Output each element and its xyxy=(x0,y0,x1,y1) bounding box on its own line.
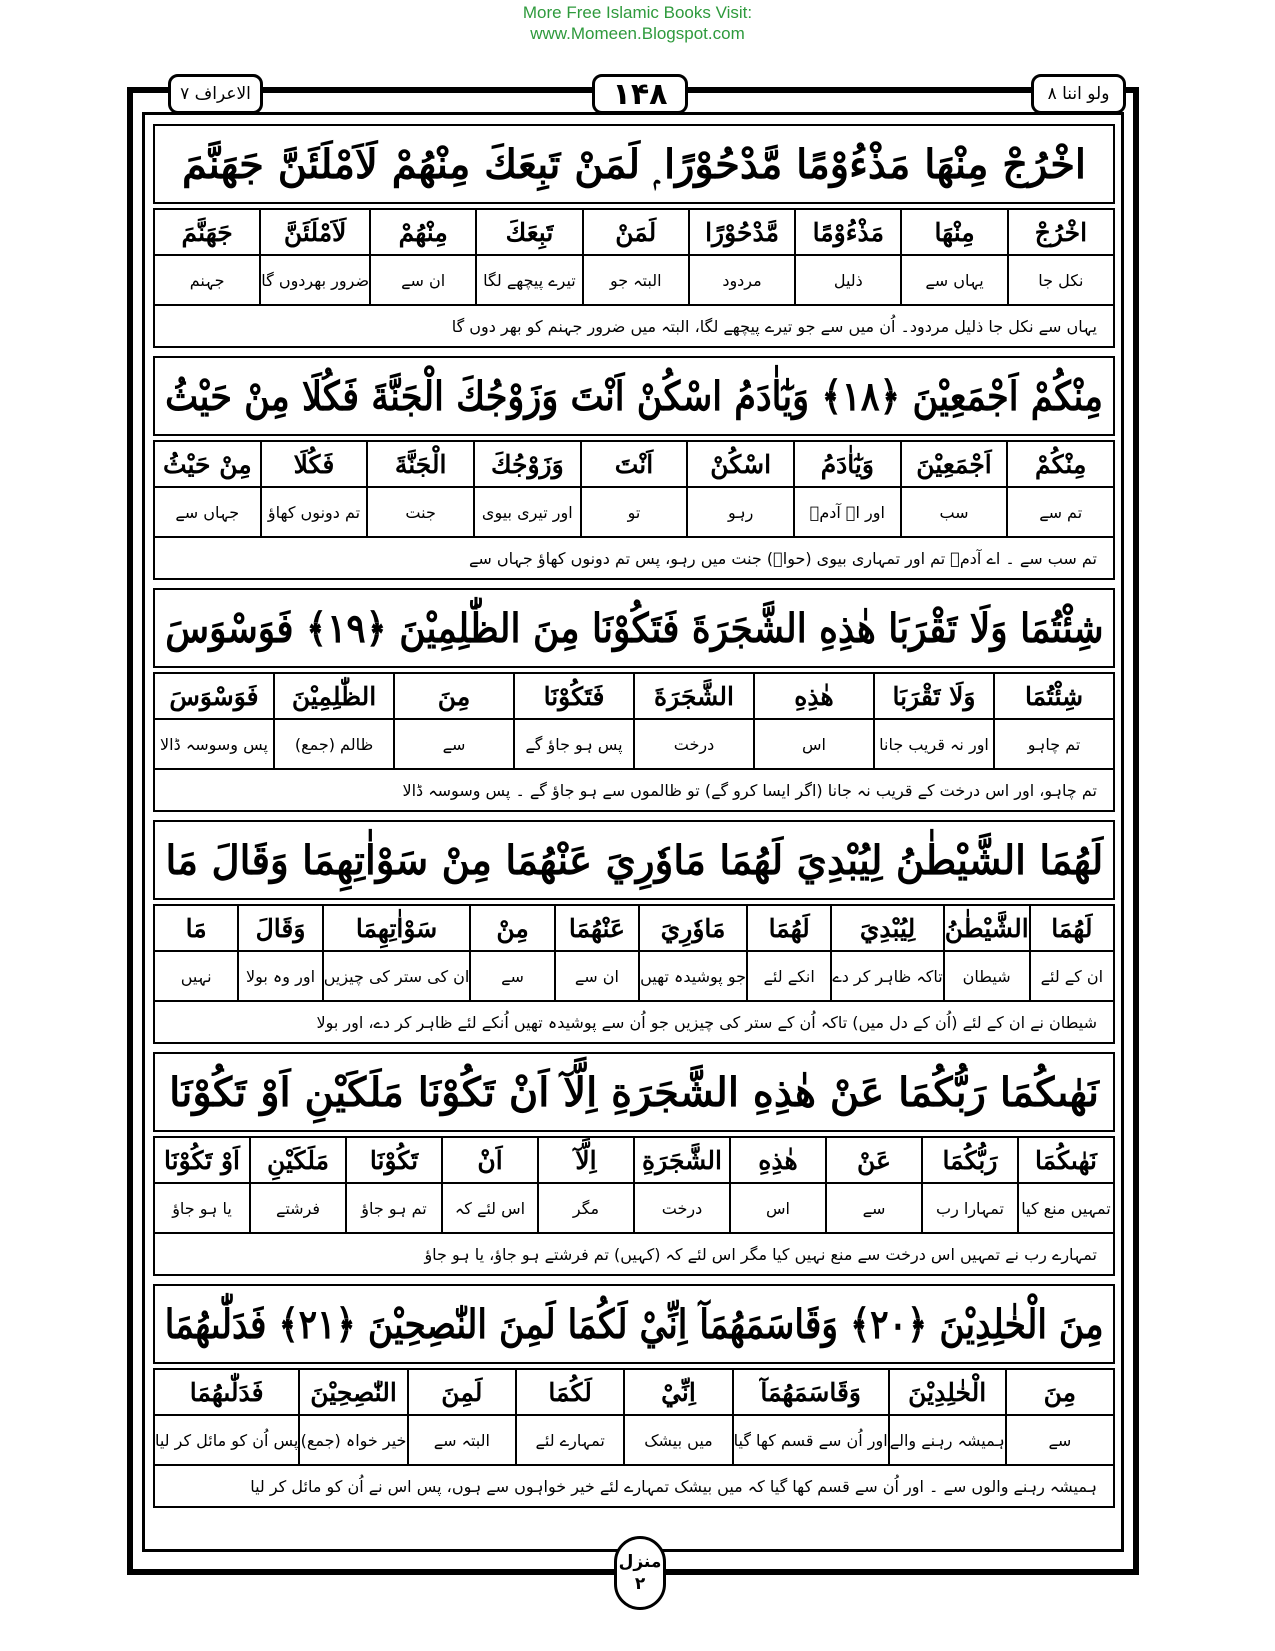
arabic-word: وَقَاسَمَهُمَآ xyxy=(734,1370,888,1416)
word-column xyxy=(441,1138,537,1232)
urdu-meaning: تم دونوں کھاؤ xyxy=(267,502,361,522)
word-column xyxy=(582,210,688,304)
promo-line-1: More Free Islamic Books Visit: xyxy=(522,3,753,22)
arabic-word: لِيُبْدِيَ xyxy=(832,906,942,952)
arabic-verse-text: اخْرُجْ مِنْهَا مَذْءُوْمًا مَّدْحُوْرًا ۭ لَمَنْ تَبِعَكَ مِنْهُمْ لَاَمْلَئَنَّ جَهَنَّمَ xyxy=(181,140,1087,188)
word-grid xyxy=(153,1136,1115,1234)
urdu-translation: تم سب سے ۔ اے آدمؑ تم اور تمہاری بیوی (حواؑ) جنت میں رہو، پس تم دونوں کھاؤ جہاں سے xyxy=(153,538,1115,580)
arabic-word: فَدَلّٰىهُمَا xyxy=(155,1370,298,1416)
word-column xyxy=(623,1370,731,1464)
urdu-meaning: فرشتے xyxy=(275,1198,321,1218)
word-column xyxy=(943,906,1029,1000)
urdu-meaning: اس xyxy=(766,1198,790,1218)
arabic-word: لَكُمَا xyxy=(517,1370,623,1416)
arabic-word: وَقَالَ xyxy=(239,906,321,952)
word-column xyxy=(249,1138,345,1232)
urdu-meaning: خیر خواہ (جمع) xyxy=(300,1430,407,1450)
arabic-word: اِنِّيْ xyxy=(625,1370,731,1416)
arabic-word: فَكُلَا xyxy=(262,442,367,488)
word-column xyxy=(873,674,993,768)
word-column xyxy=(473,442,580,536)
arabic-verse-line xyxy=(153,1284,1115,1364)
arabic-word: رَبُّكُمَا xyxy=(923,1138,1017,1184)
word-column xyxy=(155,906,237,1000)
urdu-meaning: ان سے xyxy=(574,966,619,986)
arabic-word: مَّدْحُوْرًا xyxy=(690,210,794,256)
arabic-word: نَهٰىكُمَا xyxy=(1019,1138,1113,1184)
urdu-meaning: تم چاہو xyxy=(1027,734,1081,754)
word-column xyxy=(580,442,687,536)
arabic-word: اسْكُنْ xyxy=(688,442,793,488)
urdu-meaning: ان کی ستر کی چیزیں xyxy=(323,966,470,986)
urdu-meaning: پس وسوسہ ڈالا xyxy=(160,734,268,754)
arabic-word: اَنْتَ xyxy=(582,442,687,488)
urdu-meaning: تو xyxy=(627,502,641,522)
urdu-meaning: مگر xyxy=(572,1198,600,1218)
urdu-meaning: ظالم (جمع) xyxy=(294,734,374,754)
word-column xyxy=(322,906,470,1000)
arabic-word: مِنْكُمْ xyxy=(1008,442,1113,488)
arabic-word: شِئْتُمَا xyxy=(995,674,1113,720)
word-column xyxy=(753,674,873,768)
para-name-tab: ولو اننا ٨ xyxy=(1031,74,1126,114)
word-column xyxy=(888,1370,1005,1464)
word-column xyxy=(515,1370,623,1464)
urdu-meaning: اور وہ بولا xyxy=(246,966,316,986)
arabic-verse-text: مِنَ الْخٰلِدِيْنَ ﴿٢٠﴾ وَقَاسَمَهُمَآ اِنِّيْ لَكُمَا لَمِنَ النّٰصِحِيْنَ ﴿٢١﴾ فَدَلّٰىهُمَا xyxy=(164,1300,1104,1348)
urdu-meaning: سے xyxy=(442,734,466,754)
word-column xyxy=(1007,210,1113,304)
urdu-meaning: البتہ سے xyxy=(433,1430,490,1450)
urdu-meaning: تم سے xyxy=(1039,502,1083,522)
word-grid xyxy=(153,1368,1115,1466)
arabic-word: فَوَسْوَسَ xyxy=(155,674,273,720)
word-column xyxy=(1017,1138,1113,1232)
word-column xyxy=(686,442,793,536)
urdu-meaning: تم ہو جاؤ xyxy=(361,1198,427,1218)
word-column xyxy=(746,906,830,1000)
arabic-word: جَهَنَّمَ xyxy=(155,210,259,256)
urdu-meaning: اس xyxy=(802,734,826,754)
urdu-meaning: رہو xyxy=(727,502,754,522)
promo-link[interactable]: www.Momeen.Blogspot.com xyxy=(530,24,745,43)
arabic-verse-line xyxy=(153,820,1115,900)
word-column xyxy=(475,210,581,304)
arabic-word: الظّٰلِمِيْنَ xyxy=(275,674,393,720)
word-column xyxy=(633,674,753,768)
urdu-meaning: جہاں سے xyxy=(175,502,240,522)
arabic-word: مَاوٗرِيَ xyxy=(640,906,746,952)
word-column xyxy=(1006,442,1113,536)
arabic-word: هٰذِهِ xyxy=(731,1138,825,1184)
urdu-translation: ہمیشہ رہنے والوں سے ۔ اور اُن سے قسم کھا گیا کہ میں بیشک تمہارے لئے خیر خواہوں سے ہوں، پس اس نے اُن کو مائل کر لیا xyxy=(153,1466,1115,1508)
word-column xyxy=(688,210,794,304)
manzil-number: ۲ xyxy=(634,1574,646,1594)
word-column xyxy=(1029,906,1113,1000)
arabic-word: مِنْ حَيْثُ xyxy=(155,442,260,488)
urdu-meaning: جو پوشیدہ تھیں xyxy=(640,966,746,986)
urdu-meaning: ضرور بھردوں گا xyxy=(261,270,370,290)
arabic-word: عَنْهُمَا xyxy=(556,906,638,952)
word-column xyxy=(793,442,900,536)
verse-block xyxy=(153,1052,1115,1276)
word-column xyxy=(273,674,393,768)
word-column xyxy=(393,674,513,768)
urdu-meaning: میں بیشک xyxy=(644,1430,713,1450)
manzil-marker xyxy=(614,1536,666,1610)
page-number: ۱۴۸ xyxy=(592,74,688,114)
arabic-word: مَلَكَيْنِ xyxy=(251,1138,345,1184)
word-column xyxy=(1005,1370,1113,1464)
word-column xyxy=(259,210,369,304)
word-column xyxy=(469,906,553,1000)
urdu-meaning: جہنم xyxy=(189,270,225,290)
arabic-verse-line xyxy=(153,588,1115,668)
arabic-word: اَجْمَعِيْنَ xyxy=(902,442,1007,488)
verse-block xyxy=(153,588,1115,812)
arabic-word: سَوْاٰتِهِمَا xyxy=(324,906,470,952)
urdu-meaning: جنت xyxy=(405,502,436,522)
arabic-word: لَهُمَا xyxy=(1031,906,1113,952)
arabic-word: فَتَكُوْنَا xyxy=(515,674,633,720)
word-column xyxy=(513,674,633,768)
manzil-label: منزل xyxy=(618,1552,662,1572)
verse-block xyxy=(153,820,1115,1044)
arabic-word: اخْرُجْ xyxy=(1009,210,1113,256)
arabic-verse-line xyxy=(153,1052,1115,1132)
word-grid xyxy=(153,672,1115,770)
verse-block xyxy=(153,124,1115,348)
arabic-word: اَنْ xyxy=(443,1138,537,1184)
word-column xyxy=(638,906,746,1000)
arabic-verse-text: شِئْتُمَا وَلَا تَقْرَبَا هٰذِهِ الشَّجَرَةَ فَتَكُوْنَا مِنَ الظّٰلِمِيْنَ ﴿١٩﴾ فَوَسْوَسَ xyxy=(164,604,1104,652)
urdu-meaning: نہیں xyxy=(180,966,212,986)
word-column xyxy=(369,210,475,304)
arabic-word: اَوْ تَكُوْنَا xyxy=(155,1138,249,1184)
urdu-meaning: انکے لئے xyxy=(763,966,815,986)
word-column xyxy=(993,674,1113,768)
arabic-word: وَزَوْجُكَ xyxy=(475,442,580,488)
urdu-meaning: یہاں سے xyxy=(925,270,984,290)
urdu-meaning: شیطان xyxy=(962,966,1011,986)
word-column xyxy=(729,1138,825,1232)
word-column xyxy=(537,1138,633,1232)
surah-name-tab: الاعراف ٧ xyxy=(168,74,263,114)
word-column xyxy=(633,1138,729,1232)
arabic-word: النّٰصِحِيْنَ xyxy=(300,1370,406,1416)
arabic-word: عَنْ xyxy=(827,1138,921,1184)
urdu-meaning: سے xyxy=(862,1198,886,1218)
word-grid xyxy=(153,208,1115,306)
urdu-meaning: تمہیں منع کیا xyxy=(1021,1198,1111,1218)
arabic-word: الْخٰلِدِيْنَ xyxy=(890,1370,1005,1416)
urdu-meaning: ہمیشہ رہنے والے xyxy=(889,1430,1005,1450)
arabic-word: لَمِنَ xyxy=(409,1370,515,1416)
word-column xyxy=(794,210,900,304)
arabic-word: لَهُمَا xyxy=(748,906,830,952)
arabic-verse-text: مِنْكُمْ اَجْمَعِيْنَ ﴿١٨﴾ وَيٰٓاٰدَمُ اسْكُنْ اَنْتَ وَزَوْجُكَ الْجَنَّةَ فَكُلَا مِنْ حَيْثُ xyxy=(165,372,1103,420)
urdu-meaning: سے xyxy=(1048,1430,1072,1450)
urdu-meaning: مردود xyxy=(722,270,762,290)
urdu-meaning: نکل جا xyxy=(1038,270,1084,290)
word-grid xyxy=(153,904,1115,1002)
word-column xyxy=(921,1138,1017,1232)
urdu-translation: تم چاہو، اور اس درخت کے قریب نہ جانا (اگر ایسا کرو گے) تو ظالموں سے ہو جاؤ گے ۔ پس وسوسہ ڈالا xyxy=(153,770,1115,812)
word-column xyxy=(155,1370,298,1464)
word-column xyxy=(554,906,638,1000)
word-column xyxy=(298,1370,406,1464)
arabic-word: مَذْءُوْمًا xyxy=(796,210,900,256)
arabic-word: مِنْهُمْ xyxy=(371,210,475,256)
urdu-meaning: تاکہ ظاہر کر دے xyxy=(832,966,943,986)
urdu-meaning: پس ہو جاؤ گے xyxy=(525,734,623,754)
word-column xyxy=(900,442,1007,536)
arabic-verse-line xyxy=(153,124,1115,204)
urdu-meaning: ان کے لئے xyxy=(1040,966,1104,986)
urdu-meaning: یا ہو جاؤ xyxy=(172,1198,232,1218)
urdu-meaning: تمہارا رب xyxy=(936,1198,1004,1218)
urdu-meaning: اور نہ قریب جانا xyxy=(879,734,989,754)
word-grid xyxy=(153,440,1115,538)
urdu-meaning: البتہ جو xyxy=(609,270,662,290)
urdu-translation: تمہارے رب نے تمہیں اس درخت سے منع نہیں کیا مگر اس لئے کہ (کہیں) تم فرشتے ہو جاؤ، یا ہو جاؤ xyxy=(153,1234,1115,1276)
urdu-translation: شیطان نے ان کے لئے (اُن کے دل میں) تاکہ اُن کے ستر کی چیزیں جو اُن سے پوشیدہ تھیں اُنکے لئے ظاہر کر دے، اور بولا xyxy=(153,1002,1115,1044)
word-column xyxy=(900,210,1006,304)
verse-block xyxy=(153,356,1115,580)
arabic-word: الشَّيْطٰنُ xyxy=(945,906,1029,952)
urdu-translation: یہاں سے نکل جا ذلیل مردود۔ اُن میں سے جو تیرے پیچھے لگا، البتہ میں ضرور جہنم کو بھر دوں گا xyxy=(153,306,1115,348)
word-column xyxy=(155,674,273,768)
urdu-meaning: درخت xyxy=(673,734,715,754)
word-column xyxy=(366,442,473,536)
word-column xyxy=(830,906,942,1000)
arabic-word: وَيٰٓاٰدَمُ xyxy=(795,442,900,488)
urdu-meaning: اور اُن سے قسم کھا گیا xyxy=(733,1430,888,1450)
urdu-meaning: تیرے پیچھے لگا xyxy=(483,270,576,290)
arabic-word: مِنَ xyxy=(395,674,513,720)
urdu-meaning: اور تیری بیوی xyxy=(481,502,573,522)
arabic-word: مِنَ xyxy=(1007,1370,1113,1416)
word-by-word-content xyxy=(153,124,1115,1516)
arabic-word: لَمَنْ xyxy=(584,210,688,256)
arabic-word: مِنْ xyxy=(471,906,553,952)
urdu-meaning: ان سے xyxy=(401,270,446,290)
arabic-verse-line xyxy=(153,356,1115,436)
arabic-verse-text: لَهُمَا الشَّيْطٰنُ لِيُبْدِيَ لَهُمَا مَاوٗرِيَ عَنْهُمَا مِنْ سَوْاٰتِهِمَا وَقَالَ مَا xyxy=(165,836,1103,884)
word-column xyxy=(155,442,260,536)
arabic-word: مَا xyxy=(155,906,237,952)
arabic-word: وَلَا تَقْرَبَا xyxy=(875,674,993,720)
urdu-meaning: ذلیل xyxy=(833,270,863,290)
urdu-meaning: درخت xyxy=(661,1198,703,1218)
word-column xyxy=(155,1138,249,1232)
urdu-meaning: اور اے آدمؑ xyxy=(809,502,885,522)
word-column xyxy=(237,906,321,1000)
arabic-word: الشَّجَرَةِ xyxy=(635,1138,729,1184)
arabic-word: تَكُوْنَا xyxy=(347,1138,441,1184)
promo-header xyxy=(0,2,1275,44)
urdu-meaning: اس لئے کہ xyxy=(454,1198,526,1218)
arabic-word: اِلَّآ xyxy=(539,1138,633,1184)
word-column xyxy=(155,210,259,304)
urdu-meaning: سب xyxy=(939,502,969,522)
arabic-word: الشَّجَرَةَ xyxy=(635,674,753,720)
verse-block xyxy=(153,1284,1115,1508)
word-column xyxy=(260,442,367,536)
word-column xyxy=(732,1370,888,1464)
urdu-meaning: پس اُن کو مائل کر لیا xyxy=(154,1430,299,1450)
arabic-verse-text: نَهٰىكُمَا رَبُّكُمَا عَنْ هٰذِهِ الشَّجَرَةِ اِلَّآ اَنْ تَكُوْنَا مَلَكَيْنِ اَوْ تَكُوْنَا xyxy=(169,1068,1099,1116)
word-column xyxy=(825,1138,921,1232)
word-column xyxy=(345,1138,441,1232)
arabic-word: الْجَنَّةَ xyxy=(368,442,473,488)
urdu-meaning: سے xyxy=(501,966,524,986)
word-column xyxy=(407,1370,515,1464)
arabic-word: مِنْهَا xyxy=(902,210,1006,256)
urdu-meaning: تمہارے لئے xyxy=(535,1430,605,1450)
arabic-word: لَاَمْلَئَنَّ xyxy=(261,210,369,256)
arabic-word: هٰذِهِ xyxy=(755,674,873,720)
arabic-word: تَبِعَكَ xyxy=(477,210,581,256)
